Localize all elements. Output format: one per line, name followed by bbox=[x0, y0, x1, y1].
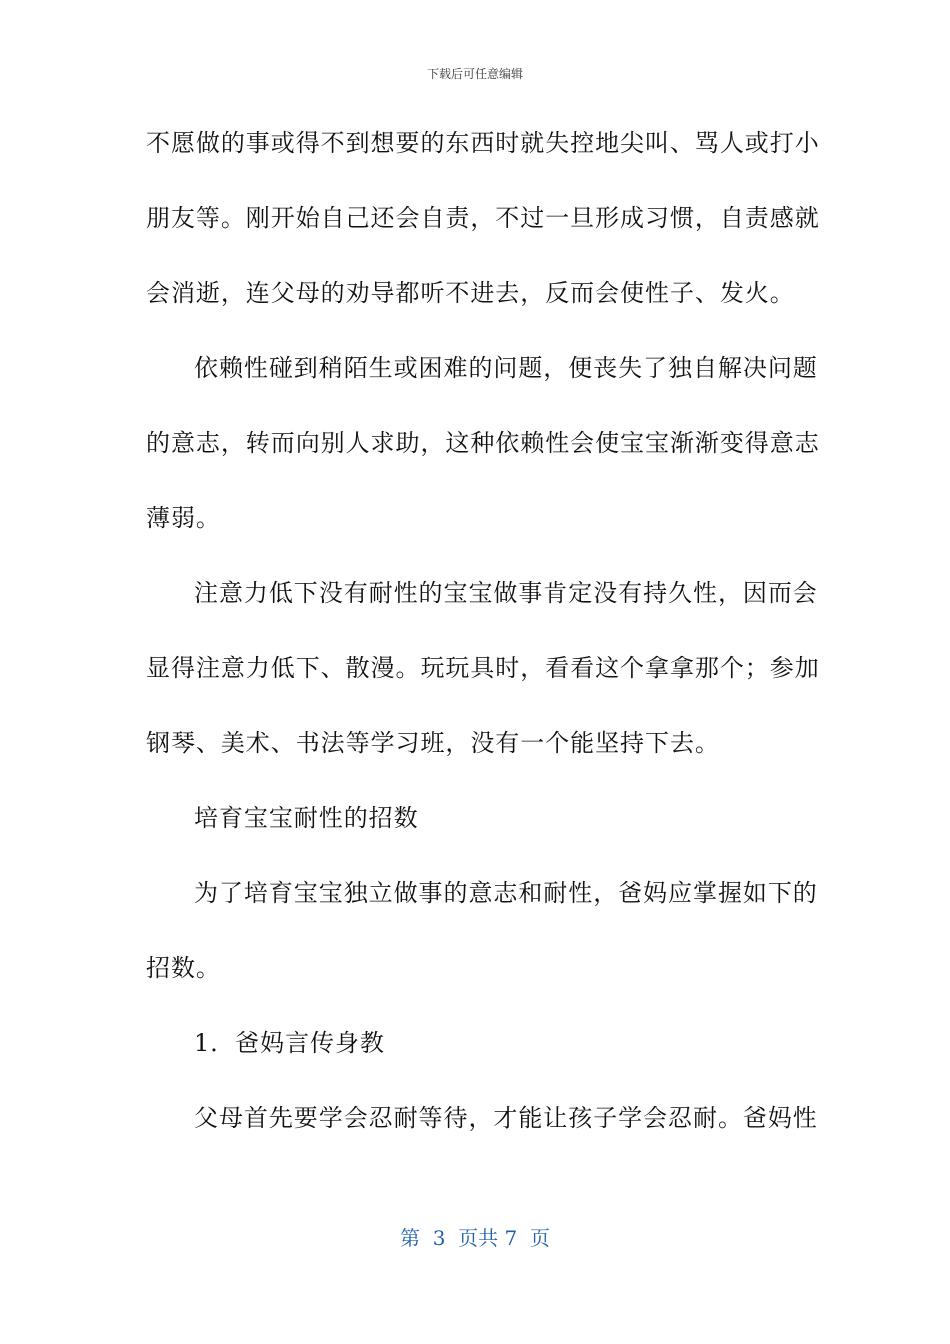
section-heading: 培育宝宝耐性的招数 bbox=[194, 804, 419, 832]
text-line: 会消逝，连父母的劝导都听不进去，反而会使性子、发火。 bbox=[146, 279, 795, 307]
text-line: 为了培育宝宝独立做事的意志和耐性，爸妈应掌握如下的 bbox=[194, 879, 818, 907]
subsection-heading: 1．爸妈言传身教 bbox=[194, 1029, 385, 1057]
body-text bbox=[146, 106, 820, 1156]
text-line: 的意志，转而向别人求助，这种依赖性会使宝宝渐渐变得意志 bbox=[146, 429, 820, 457]
text-line: 注意力低下没有耐性的宝宝做事肯定没有持久性，因而会 bbox=[194, 579, 818, 607]
text-line: 薄弱。 bbox=[146, 504, 221, 532]
header-note: 下载后可任意编辑 bbox=[426, 67, 523, 81]
text-line: 显得注意力低下、散漫。玩玩具时，看看这个拿拿那个；参加 bbox=[146, 654, 820, 682]
text-line: 招数。 bbox=[146, 954, 221, 982]
page-number-footer: 第 3 页共 7 页 bbox=[400, 1226, 550, 1250]
text-line: 不愿做的事或得不到想要的东西时就失控地尖叫、骂人或打小 bbox=[146, 129, 820, 157]
text-line: 钢琴、美术、书法等学习班，没有一个能坚持下去。 bbox=[146, 729, 720, 757]
text-line: 朋友等。刚开始自己还会自责，不过一旦形成习惯，自责感就 bbox=[146, 204, 820, 232]
text-line: 父母首先要学会忍耐等待，才能让孩子学会忍耐。爸妈性 bbox=[194, 1104, 818, 1132]
text-line: 依赖性碰到稍陌生或困难的问题，便丧失了独自解决问题 bbox=[194, 354, 818, 382]
